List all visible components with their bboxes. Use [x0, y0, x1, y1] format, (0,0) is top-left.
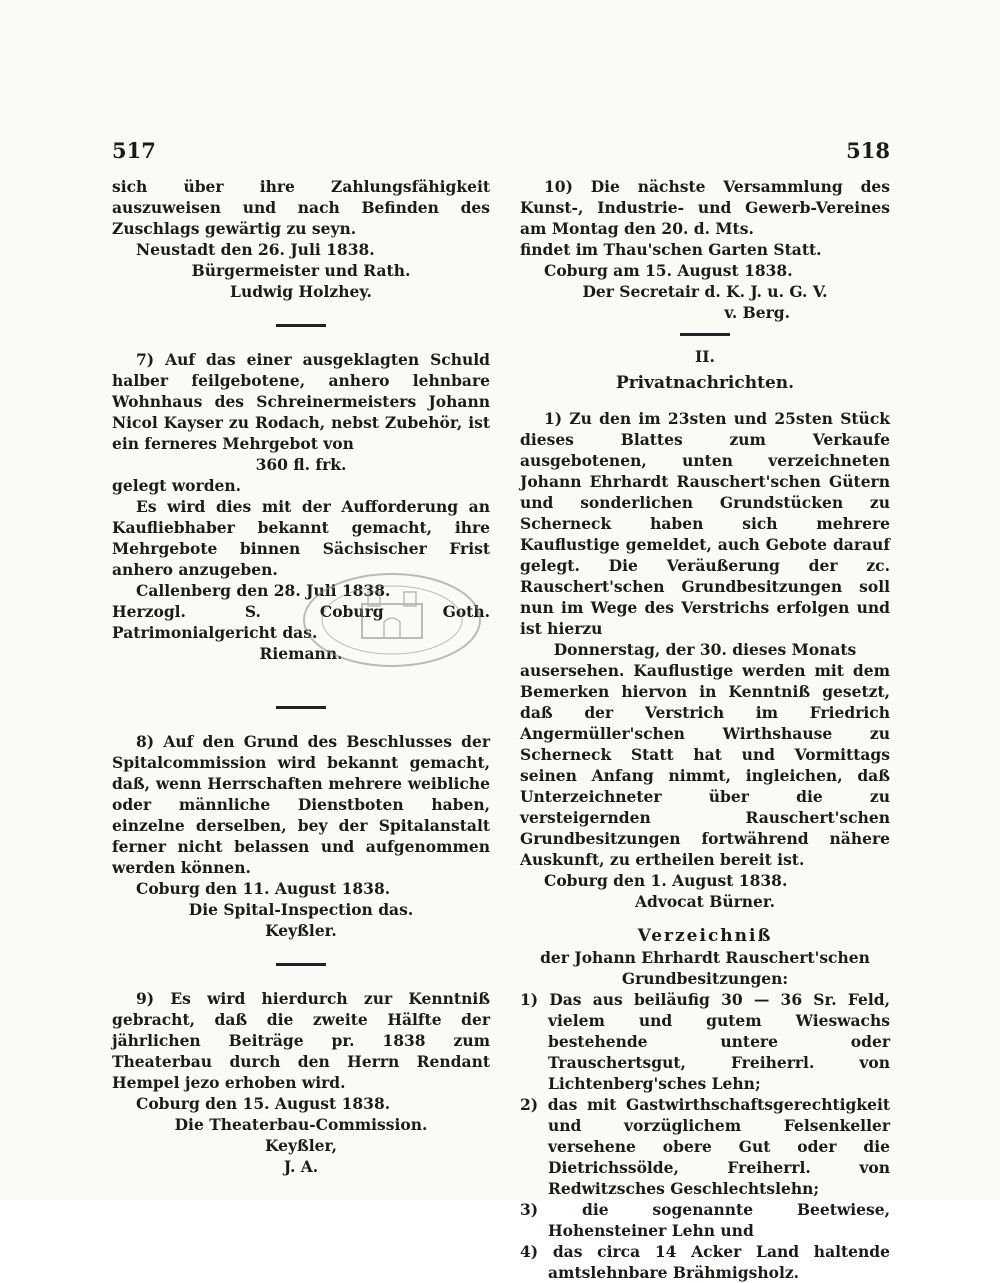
section-number: II.	[695, 347, 715, 366]
notice-8-text: 8) Auf den Grund des Beschlusses der Spitalcommission wird bekannt gemacht, daß, wenn Herrschaften mehrere weibliche oder männliche Dienstboten haben, einzelne derselben, bey der Spitalanstalt ferner nicht belassen und aufgenommen werden können.	[112, 732, 490, 877]
notice-7-signature: Riemann.	[259, 644, 343, 663]
separator-rule	[276, 706, 326, 709]
notice-7-place-date: Callenberg den 28. Juli 1838.	[136, 581, 391, 600]
notice-6-place-date: Neustadt den 26. Juli 1838.	[136, 240, 375, 259]
notice-9-signature: Keyßler,	[265, 1136, 337, 1155]
private-notice-1-date: Donnerstag, der 30. dieses Monats	[553, 640, 857, 659]
notice-10-signature: v. Berg.	[724, 303, 790, 322]
notice-9-place-date: Coburg den 15. August 1838.	[136, 1094, 391, 1113]
private-notice-1-signature: Advocat Bürner.	[634, 892, 776, 911]
notice-8-place-date: Coburg den 11. August 1838.	[136, 879, 391, 898]
notice-9-text: 9) Es wird hierdurch zur Kenntniß gebracht, daß die zweite Hälfte der jährlichen Beiträge pr. 1838 zum Theaterbau durch den Herrn Rendant Hempel jezo erhoben wird.	[112, 989, 490, 1092]
page-number-left: 517	[112, 138, 156, 163]
notice-9-signature-suffix: J. A.	[283, 1157, 319, 1176]
list-item: 4) das circa 14 Acker Land haltende amtslehnbare Brähmigsholz.	[520, 1242, 890, 1282]
notice-10-authority: Der Secretair d. K. J. u. G. V.	[582, 282, 828, 301]
separator-rule	[276, 324, 326, 327]
right-page-column	[520, 138, 890, 1283]
list-item: 2) das mit Gastwirthschaftsgerechtigkeit und vorzüglichem Felsenkeller versehene obere Gut oder die Dietrichssölde, Freiherrl. von Redwitzsches Geschlechtslehn;	[520, 1095, 890, 1198]
notice-10-text: 10) Die nächste Versammlung des Kunst-, Industrie- und Gewerb-Vereines am Montag den 20. d. Mts.	[520, 177, 890, 238]
private-notice-1-continuation: ausersehen. Kauflustige werden mit dem Bemerken hiervon in Kenntniß gesetzt, daß der Verstrich im Friedrich Angermüller'schen Wirthshause zu Scherneck Statt hat und Vormittags seinen Anfang nimmt, ingleichen, daß Unterzeichneter über die zu versteigernden Rauschert'schen Grundbesitzungen fortwährend nähere Auskunft, zu ertheilen bereit ist.	[520, 661, 890, 869]
private-notice-1-place-date: Coburg den 1. August 1838.	[544, 871, 788, 890]
list-item: 1) Das aus beiläufig 30 — 36 Sr. Feld, vielem und gutem Wieswachs bestehende untere oder Trauschertsgut, Freiherrl. von Lichtenberg'sches Lehn;	[520, 990, 890, 1093]
library-stamp-icon	[300, 570, 485, 670]
notice-7-text: 7) Auf das einer ausgeklagten Schuld halber feilgebotene, anhero lehnbare Wohnhaus des Schreinermeisters Johann Nicol Kayser zu Rodach, nebst Zubehör, ist ein ferneres Mehrgebot von	[112, 350, 490, 453]
private-notice-1-text: 1) Zu den im 23sten und 25sten Stück dieses Blattes zum Verkaufe ausgebotenen, unten verzeichneten Johann Ehrhardt Rauschert'schen Gütern und sonderlichen Grundstücken zu Scherneck haben sich mehrere Kauflustige gemeldet, auch Gebote darauf gelegt. Die Veräußerung der zc. Rauschert'schen Grundbesitzungen soll nun im Wege des Verstrichs erfolgen und ist hierzu	[520, 409, 890, 638]
list-item: 3) die sogenannte Beetwiese, Hohensteiner Lehn und	[520, 1200, 890, 1240]
separator-rule	[276, 963, 326, 966]
notice-10-continuation: findet im Thau'schen Garten Statt.	[520, 240, 822, 259]
notice-8-authority: Die Spital-Inspection das.	[188, 900, 414, 919]
section-title: Privatnachrichten.	[615, 373, 795, 393]
notice-7-authority: Herzogl. S. Coburg Goth. Patrimonialgericht das.	[112, 602, 490, 642]
list-subtitle: der Johann Ehrhardt Rauschert'schen Grundbesitzungen:	[540, 948, 870, 988]
notice-7-amount: 360 fl. frk.	[255, 455, 347, 474]
notice-6-authority: Bürgermeister und Rath.	[191, 261, 411, 280]
notice-6-signature: Ludwig Holzhey.	[230, 282, 372, 301]
notice-6-continuation: sich über ihre Zahlungsfähigkeit auszuweisen und nach Befinden des Zuschlags gewärtig zu seyn.	[112, 177, 490, 238]
notice-7-continuation: gelegt worden.	[112, 476, 242, 495]
list-title: Verzeichniß	[637, 926, 773, 946]
separator-rule	[680, 333, 730, 336]
notice-9-authority: Die Theaterbau-Commission.	[174, 1115, 428, 1134]
notice-10-place-date: Coburg am 15. August 1838.	[544, 261, 793, 280]
page-number-right: 518	[846, 138, 890, 163]
notice-8-signature: Keyßler.	[265, 921, 337, 940]
notice-7-request: Es wird dies mit der Aufforderung an Kaufliebhaber bekannt gemacht, ihre Mehrgebote binnen Sächsischer Frist anhero anzugeben.	[112, 497, 490, 579]
